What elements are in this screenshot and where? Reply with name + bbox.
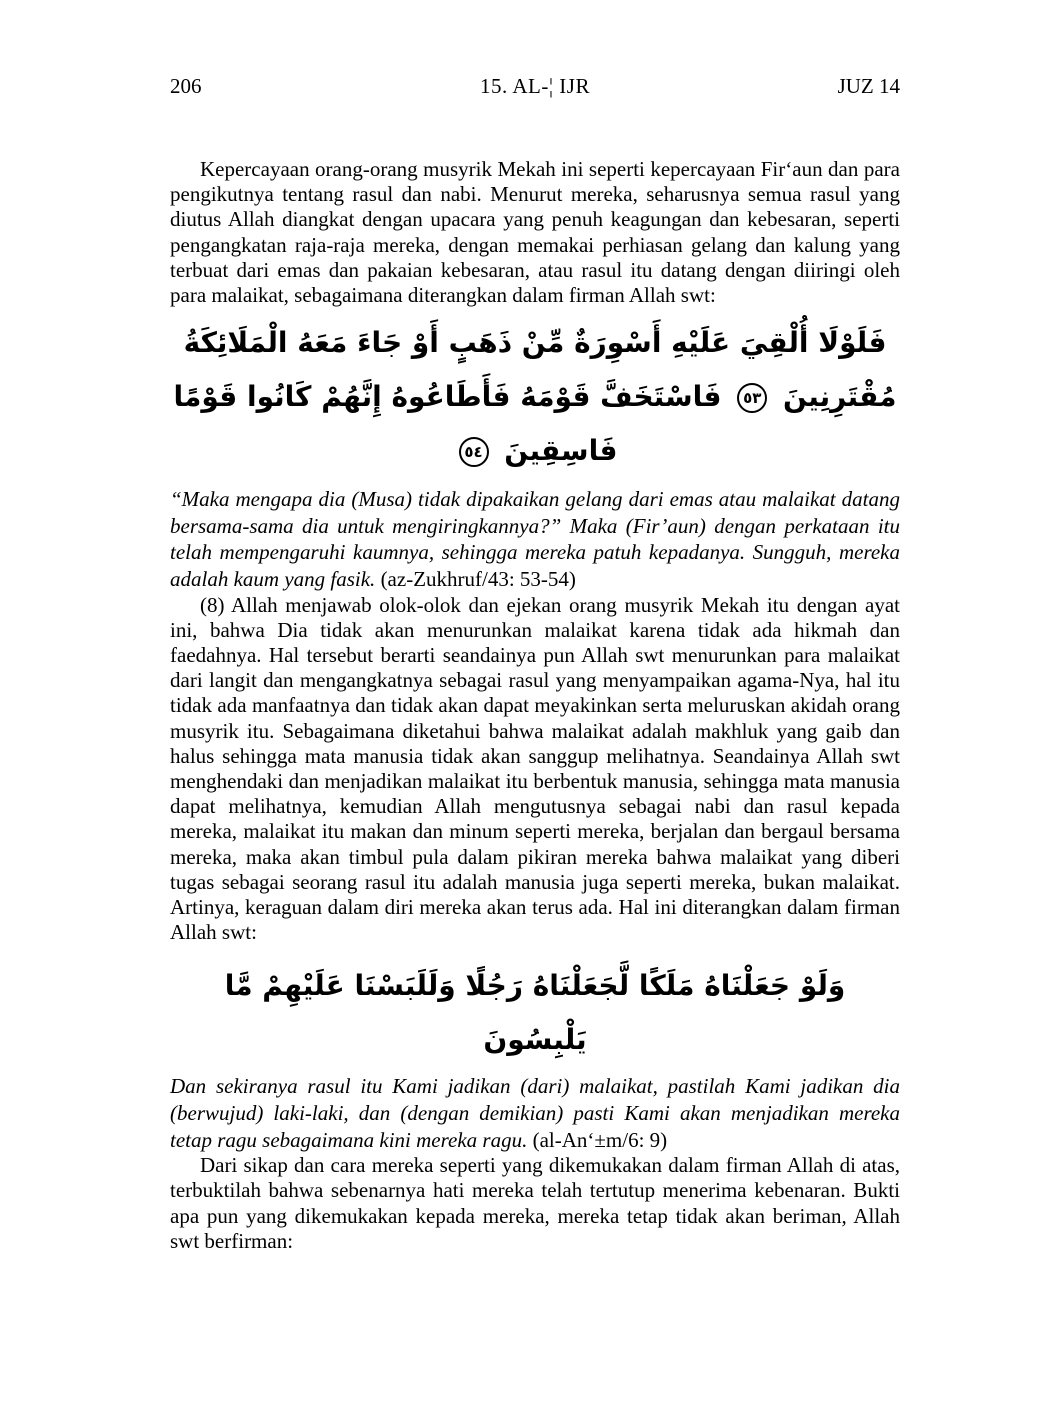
- verse-reference-az-zukhruf: (az-Zukhruf/43: 53-54): [375, 567, 576, 591]
- page-header: [170, 74, 900, 99]
- arabic-verse-53-text: فَلَوْلَا أُلْقِيَ عَلَيْهِ أَسْوِرَةٌ مِّنْ ذَهَبٍ أَوْ جَاءَ مَعَهُ الْمَلَائِكَةُ مُقْتَرِنِينَ: [183, 326, 897, 414]
- translation-al-anam: [170, 1073, 900, 1153]
- translation-al-anam-text: Dan sekiranya rasul itu Kami jadikan (dari) malaikat, pastilah Kami jadikan dia (berwujud) laki-laki, dan (dengan demikian) pasti Kami akan menjadikan mereka tetap ragu sebagaimana kini mereka ragu.: [170, 1074, 900, 1152]
- arabic-verse-9-text: وَلَوْ جَعَلْنَاهُ مَلَكًا لَّجَعَلْنَاهُ رَجُلًا وَلَلَبَسْنَا عَلَيْهِمْ مَّا يَلْبِسُونَ: [224, 969, 846, 1057]
- arabic-verse-54-text: فَاسْتَخَفَّ قَوْمَهُ فَأَطَاعُوهُ إِنَّهُمْ كَانُوا قَوْمًا فَاسِقِينَ: [173, 380, 722, 468]
- ayah-number-53: ٥٣: [737, 383, 767, 413]
- paragraph-tafsir-8: (8) Allah menjawab olok-olok dan ejekan orang musyrik Mekah itu dengan ayat ini, bahwa Dia tidak akan menurunkan malaikat karena tidak ada hikmah dan faedahnya. Hal tersebut berarti seandainya pun Allah swt menurunkan para malaikat dari langit dan mengangkatnya sebagai rasul yang menyampaikan agama-Nya, hal itu tidak ada manfaatnya dan tidak akan dapat meyakinkan serta meluruskan akidah orang musyrik itu. Sebagaimana diketahui bahwa malaikat adalah makhluk yang gaib dan halus sehingga mata manusia tidak akan sanggup melihatnya. Seandainya Allah swt menghendaki dan menjadikan malaikat itu berbentuk manusia, sehingga mata manusia dapat melihatnya, kemudian Allah mengutusnya sebagai nabi dan rasul kepada mereka, malaikat itu makan dan minum seperti mereka, berjalan dan bergaul bersama mereka, maka akan timbul pula dalam pikiran mereka bahwa malaikat yang diberi tugas sebagai seorang rasul itu adalah manusia juga seperti mereka, bukan malaikat. Artinya, keraguan dalam diri mereka akan terus ada. Hal ini diterangkan dalam firman Allah swt:: [170, 592, 900, 945]
- chapter-title: 15. AL-¦ IJR: [480, 74, 590, 98]
- paragraph-closing: Dari sikap dan cara mereka seperti yang dikemukakan dalam firman Allah di atas, terbuktilah bahwa sebenarnya hati mereka telah tertutup menerima kebenaran. Bukti apa pun yang dikemukakan kepada mereka, mereka tetap tidak akan beriman, Allah swt berfirman:: [170, 1153, 900, 1253]
- ayah-number-54: ٥٤: [459, 437, 489, 467]
- quran-verse-az-zukhruf-53-54: [170, 316, 900, 478]
- juz-label: JUZ 14: [837, 74, 900, 98]
- page-number: 206: [170, 74, 202, 98]
- paragraph-intro: Kepercayaan orang-orang musyrik Mekah ini seperti kepercayaan Fir‘aun dan para pengikutnya tentang rasul dan nabi. Menurut mereka, seharusnya semua rasul yang diutus Allah diangkat dengan upacara yang penuh keagungan dan kebesaran, seperti pengangkatan raja-raja mereka, dengan memakai perhiasan gelang dan kalung yang terbuat dari emas dan pakaian kebesaran, atau rasul itu datang dengan diiringi oleh para malaikat, sebagaimana diterangkan dalam firman Allah swt:: [170, 157, 900, 308]
- translation-az-zukhruf-text: “Maka mengapa dia (Musa) tidak dipakaikan gelang dari emas atau malaikat datang bersama-sama dia untuk mengiringkannya?” Maka (Fir’aun) dengan perkataan itu telah mempengaruhi kaumnya, sehingga mereka patuh kepadanya. Sungguh, mereka adalah kaum yang fasik.: [170, 487, 900, 591]
- translation-az-zukhruf: [170, 486, 900, 592]
- quran-verse-al-anam-9: [170, 959, 900, 1067]
- verse-reference-al-anam: (al-An‘±m/6: 9): [527, 1127, 668, 1152]
